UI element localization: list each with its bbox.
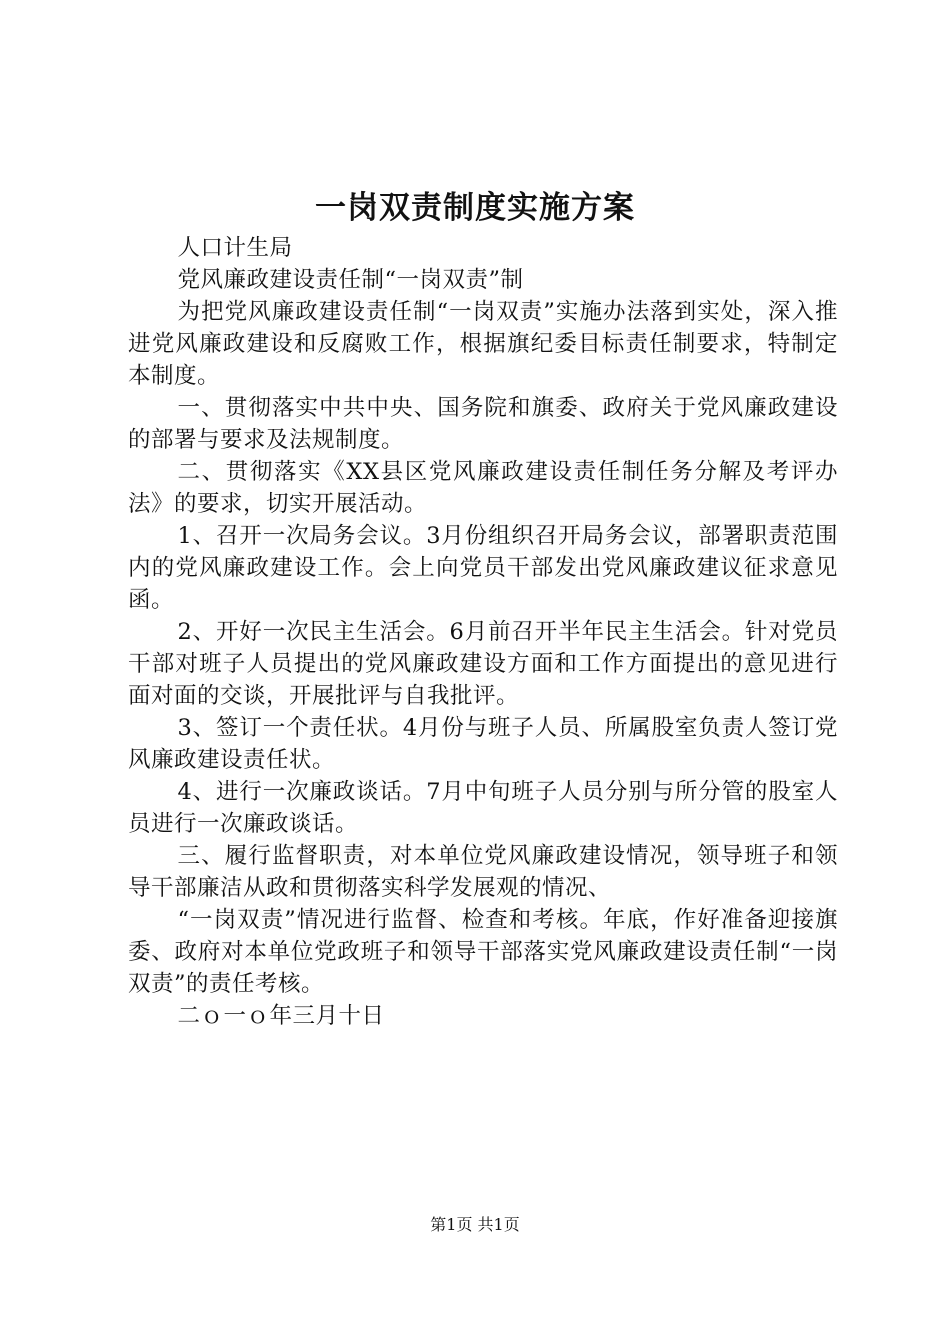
page-footer: 第1页 共1页 [430, 1215, 520, 1234]
item-two-paragraph: 2、开好一次民主生活会。6月前召开半年民主生活会。针对党员干部对班子人员提出的党风廉政建设方面和工作方面提出的意见进行面对面的交谈，开展批评与自我批评。 [128, 619, 838, 709]
section-three-paragraph: 三、履行监督职责，对本单位党风廉政建设情况，领导班子和领导干部廉洁从政和贯彻落实科学发展观的情况、 [128, 843, 838, 901]
item-four-paragraph: 4、进行一次廉政谈话。7月中旬班子人员分别与所分管的股室人员进行一次廉政谈话。 [128, 779, 838, 837]
intro-paragraph: 为把党风廉政建设责任制“一岗双责”实施办法落到实处，深入推进党风廉政建设和反腐败工作，根据旗纪委目标责任制要求，特制定本制度。 [128, 299, 838, 389]
item-one-paragraph: 1、召开一次局务会议。3月份组织召开局务会议，部署职责范围内的党风廉政建设工作。会上向党员干部发出党风廉政建议征求意见函。 [128, 523, 838, 613]
section-two-paragraph: 二、贯彻落实《XX县区党风廉政建设责任制任务分解及考评办法》的要求，切实开展活动。 [128, 459, 838, 517]
item-three-paragraph: 3、签订一个责任状。4月份与班子人员、所属股室负责人签订党风廉政建设责任状。 [128, 715, 838, 773]
section-one-paragraph: 一、贯彻落实中共中央、国务院和旗委、政府关于党风廉政建设的部署与要求及法规制度。 [128, 395, 838, 453]
issuer-line: 人口计生局 [177, 235, 293, 261]
document-title: 一岗双责制度实施方案 [315, 190, 635, 226]
document-body [128, 232, 838, 1032]
section-three-continued-paragraph: “一岗双责”情况进行监督、检查和考核。年底，作好准备迎接旗委、政府对本单位党政班子和领导干部落实党风廉政建设责任制“一岗双责”的责任考核。 [128, 907, 838, 997]
subtitle-line: 党风廉政建设责任制“一岗双责”制 [177, 267, 524, 293]
date-line: 二ｏ一ｏ年三月十日 [177, 1003, 385, 1029]
